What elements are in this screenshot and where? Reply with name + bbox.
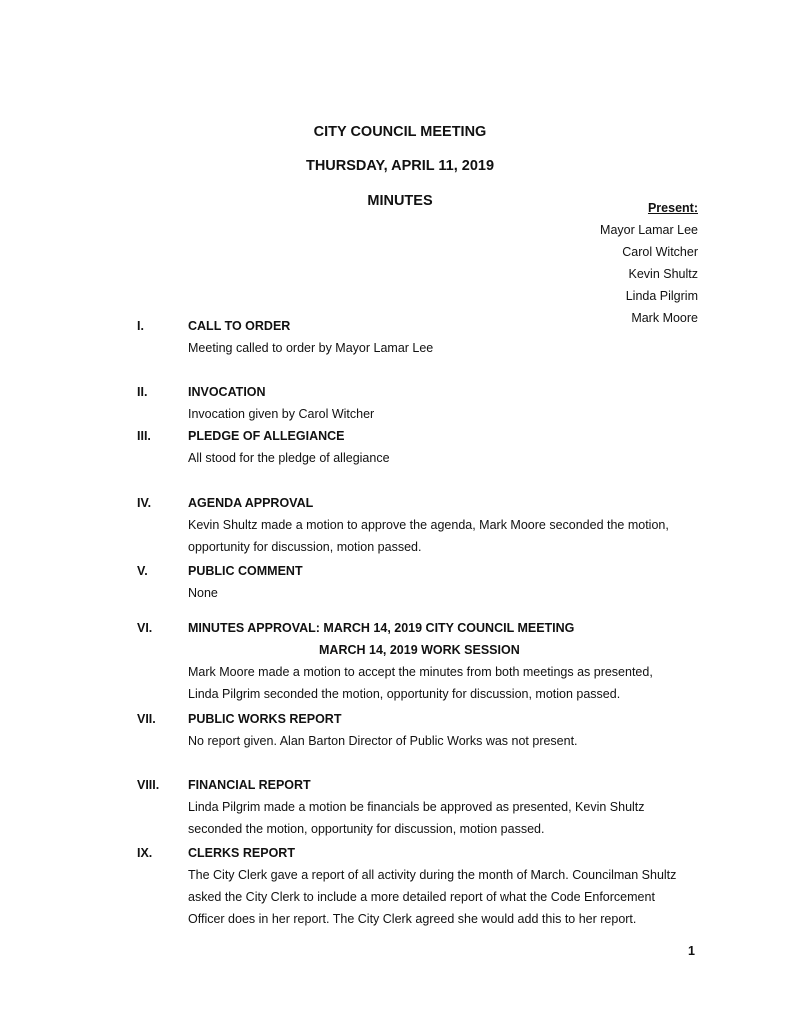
section-text-line: Linda Pilgrim made a motion be financials be approved as presented, Kevin Shultz: [188, 800, 645, 814]
section-text-line: Invocation given by Carol Witcher: [188, 407, 375, 421]
present-label: Present:: [647, 201, 698, 215]
section-text-line: Kevin Shultz made a motion to approve the agenda, Mark Moore seconded the motion,: [188, 518, 669, 532]
section-heading: CLERKS REPORT: [188, 846, 295, 860]
document-title: CITY COUNCIL MEETING: [313, 124, 487, 140]
meeting-date: THURSDAY, APRIL 11, 2019: [305, 158, 495, 174]
present-member: Carol Witcher: [622, 245, 698, 259]
section-heading: INVOCATION: [188, 385, 266, 399]
section-number: IX.: [137, 846, 153, 860]
section-text-line: asked the City Clerk to include a more detailed report of what the Code Enforcement: [188, 890, 655, 904]
section-heading: PLEDGE OF ALLEGIANCE: [188, 429, 345, 443]
section-text-line: The City Clerk gave a report of all activity during the month of March. Councilman Shultz: [188, 868, 677, 882]
section-number: VII.: [137, 712, 156, 726]
section-number: I.: [137, 319, 144, 333]
present-member: Mayor Lamar Lee: [600, 223, 698, 237]
section-heading: CALL TO ORDER: [188, 319, 291, 333]
present-list: [600, 197, 698, 329]
section-heading: AGENDA APPROVAL: [188, 496, 314, 510]
section-text-line: None: [188, 586, 218, 600]
section-number: IV.: [137, 496, 152, 510]
section-text-line: Linda Pilgrim seconded the motion, opportunity for discussion, motion passed.: [188, 687, 621, 701]
section-text-line: No report given. Alan Barton Director of Public Works was not present.: [188, 734, 578, 748]
section-number: VI.: [137, 621, 153, 635]
section-subheading: MARCH 14, 2019 WORK SESSION: [319, 643, 520, 657]
section-text-line: Officer does in her report. The City Clerk agreed she would add this to her report.: [188, 912, 637, 926]
section-text-line: Meeting called to order by Mayor Lamar Lee: [188, 341, 434, 355]
section-heading: PUBLIC COMMENT: [188, 564, 303, 578]
present-member: Linda Pilgrim: [625, 289, 698, 303]
section-number: III.: [137, 429, 151, 443]
present-member: Kevin Shultz: [628, 267, 698, 281]
section-text-line: opportunity for discussion, motion passed.: [188, 540, 422, 554]
section-number: II.: [137, 385, 148, 399]
section-number: VIII.: [137, 778, 160, 792]
section-text-line: All stood for the pledge of allegiance: [188, 451, 390, 465]
section-number: V.: [137, 564, 148, 578]
page-number: 1: [688, 944, 695, 958]
present-member: Mark Moore: [631, 311, 698, 325]
section-text-line: Mark Moore made a motion to accept the minutes from both meetings as presented,: [188, 665, 653, 679]
document-subtitle: MINUTES: [367, 193, 433, 209]
section-text-line: seconded the motion, opportunity for discussion, motion passed.: [188, 822, 545, 836]
section-heading: PUBLIC WORKS REPORT: [188, 712, 342, 726]
section-heading: MINUTES APPROVAL: MARCH 14, 2019 CITY COUNCIL MEETING: [188, 621, 575, 635]
section-heading: FINANCIAL REPORT: [188, 778, 311, 792]
